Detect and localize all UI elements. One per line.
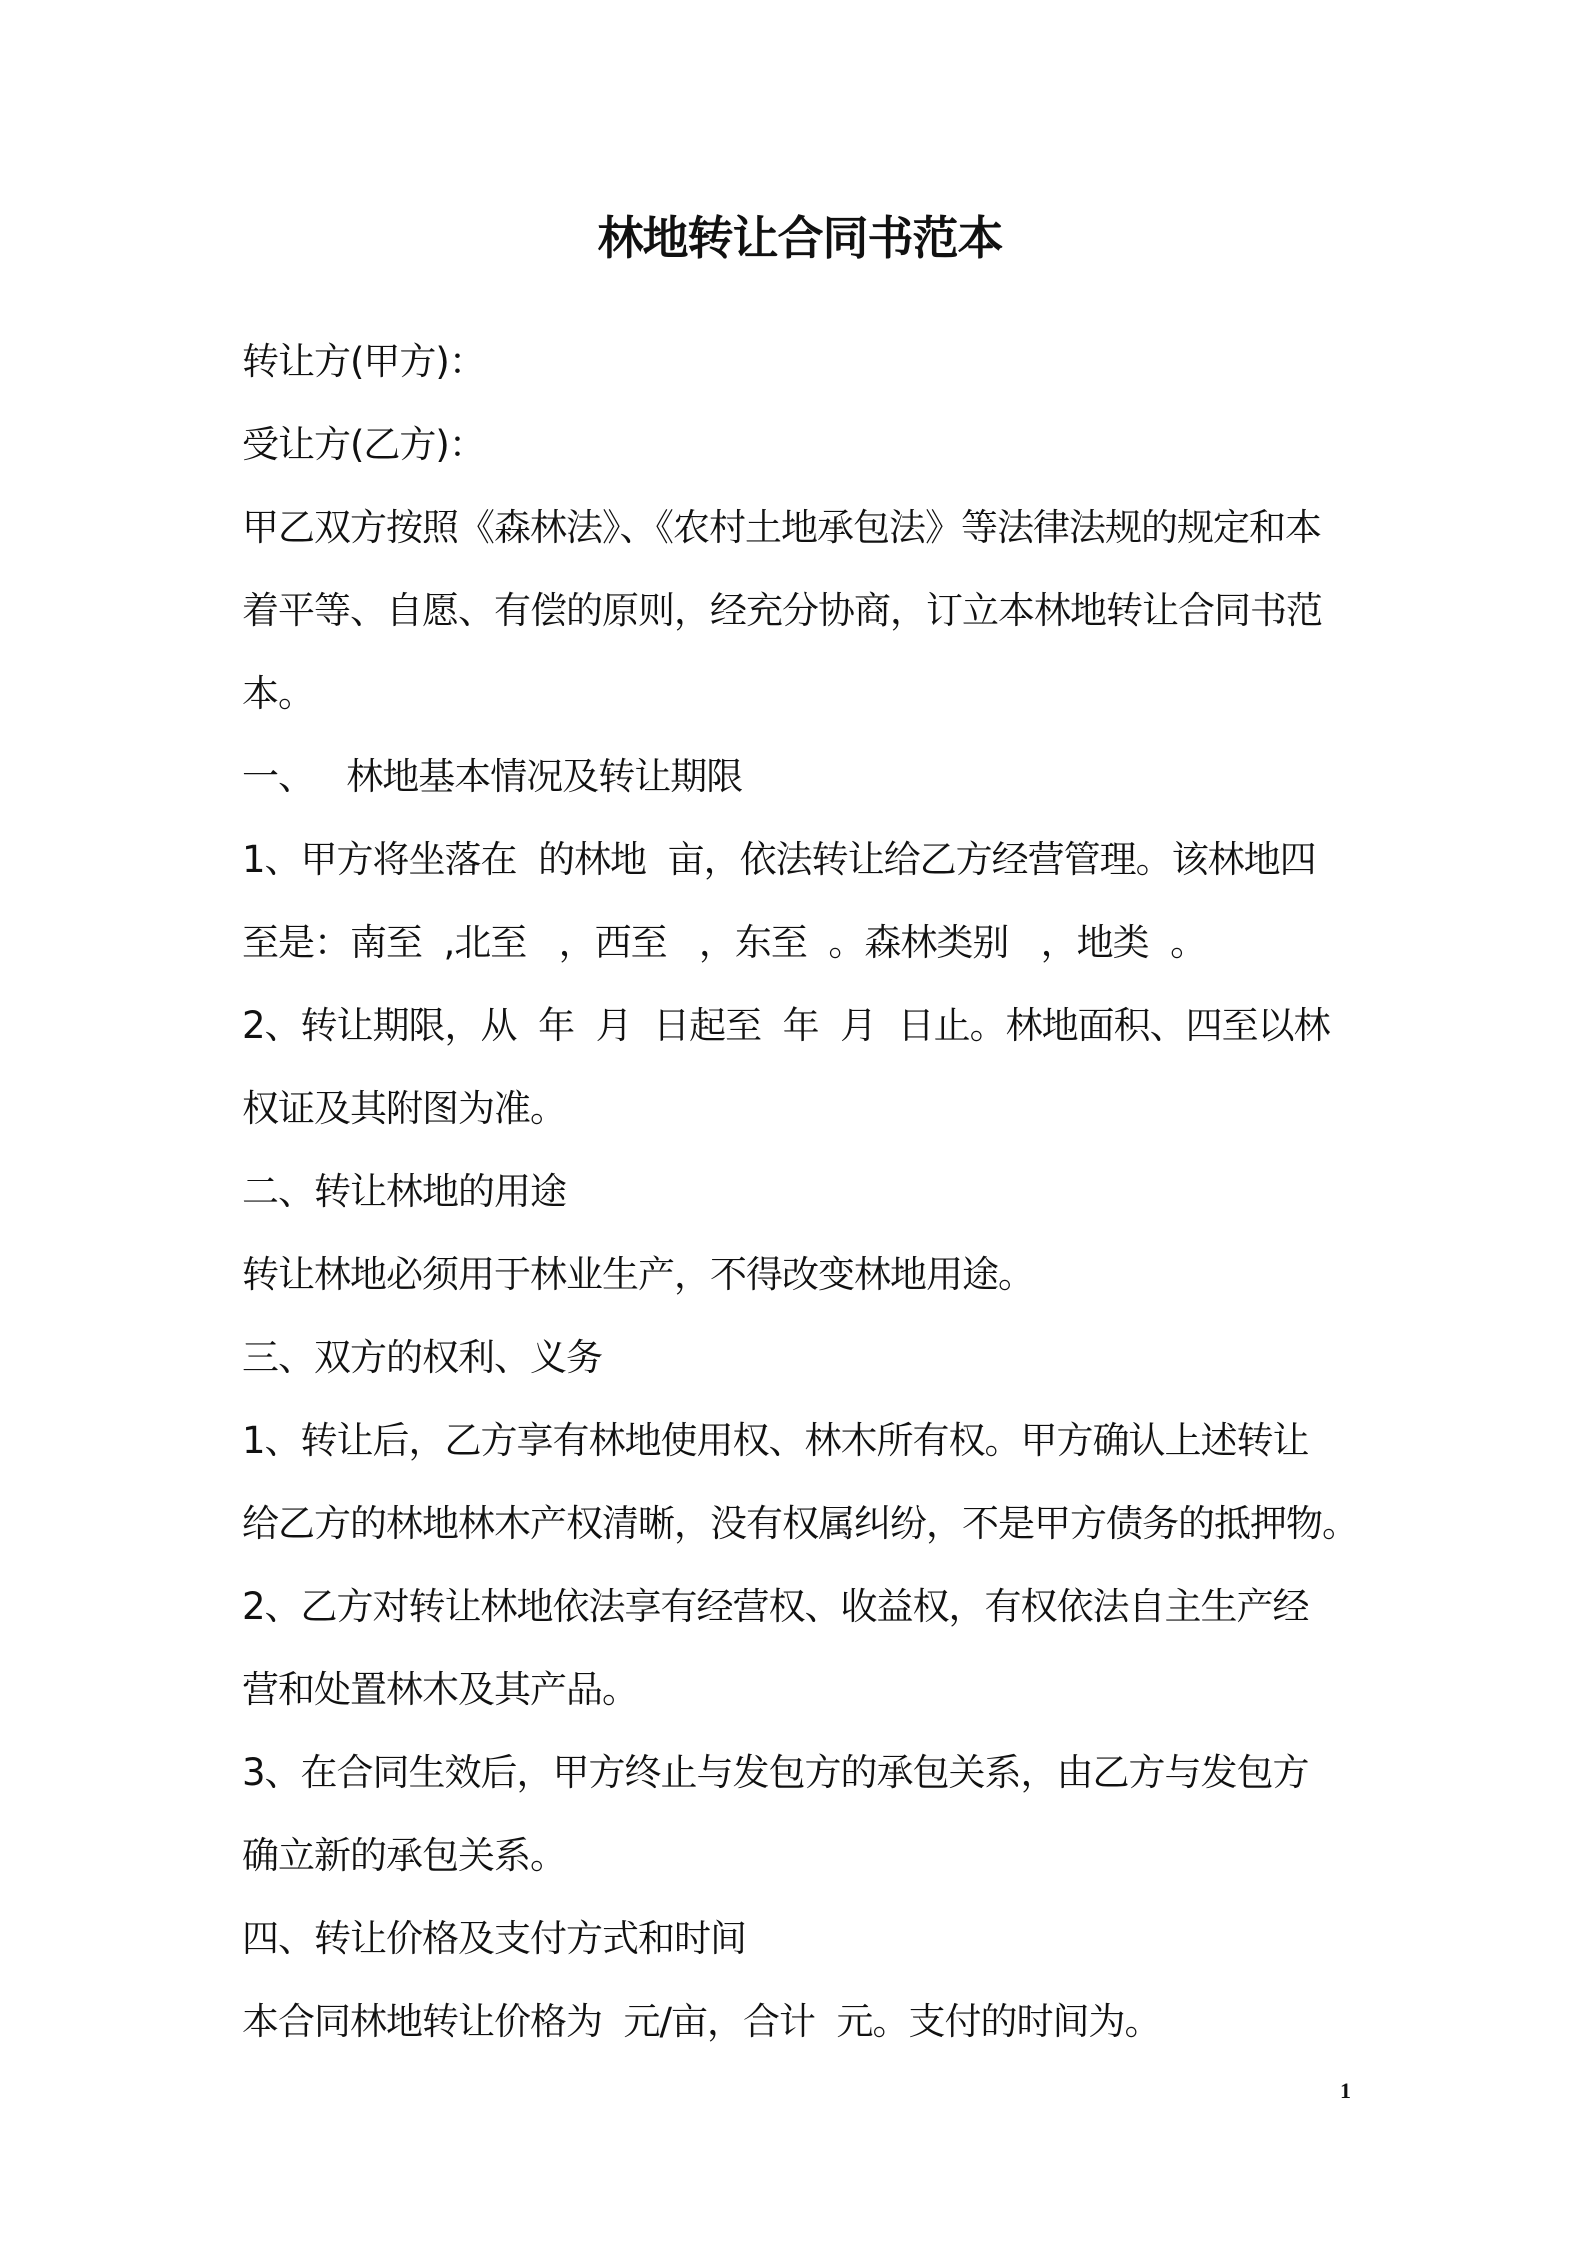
document-title: 林地转让合同书范本 bbox=[597, 211, 1003, 265]
preamble-line: 本。 bbox=[242, 672, 314, 715]
section-heading-3: 三、双方的权利、义务 bbox=[242, 1336, 602, 1379]
document-body bbox=[242, 320, 1382, 2063]
transferor-line: 转让方(甲方)： bbox=[242, 340, 485, 383]
clause-line: 确立新的承包关系。 bbox=[242, 1834, 566, 1877]
section-heading-4: 四、转让价格及支付方式和时间 bbox=[242, 1917, 746, 1960]
transferee-line: 受让方(乙方)： bbox=[242, 423, 485, 466]
clause-line: 2、转让期限，从 年 月 日起至 年 月 日止。林地面积、四至以林 bbox=[242, 1004, 1330, 1047]
section-heading-2: 二、转让林地的用途 bbox=[242, 1170, 566, 1213]
clause-line: 至是：南至 ,北至 ，西至 ，东至 。森林类别 ，地类 。 bbox=[242, 921, 1207, 964]
clause-line: 3、在合同生效后，甲方终止与发包方的承包关系，由乙方与发包方 bbox=[242, 1751, 1309, 1794]
preamble-line: 着平等、自愿、有偿的原则，经充分协商，订立本林地转让合同书范 bbox=[242, 589, 1322, 632]
clause-line: 转让林地必须用于林业生产，不得改变林地用途。 bbox=[242, 1253, 1034, 1296]
clause-line: 1、甲方将坐落在 的林地 亩，依法转让给乙方经营管理。该林地四 bbox=[242, 838, 1316, 881]
page-number: 1 bbox=[1340, 2078, 1351, 2103]
clause-line: 给乙方的林地林木产权清晰，没有权属纠纷，不是甲方债务的抵押物。 bbox=[242, 1502, 1358, 1545]
clause-line: 1、转让后，乙方享有林地使用权、林木所有权。甲方确认上述转让 bbox=[242, 1419, 1309, 1462]
clause-line: 2、乙方对转让林地依法享有经营权、收益权，有权依法自主生产经 bbox=[242, 1585, 1309, 1628]
clause-line: 本合同林地转让价格为 元/亩，合计 元。支付的时间为。 bbox=[242, 2000, 1161, 2043]
preamble-line: 甲乙双方按照《森林法》、《农村土地承包法》等法律法规的规定和本 bbox=[242, 506, 1321, 549]
clause-line: 营和处置林木及其产品。 bbox=[242, 1668, 638, 1711]
section-heading-1: 一、 林地基本情况及转让期限 bbox=[242, 755, 743, 798]
clause-line: 权证及其附图为准。 bbox=[242, 1087, 566, 1130]
